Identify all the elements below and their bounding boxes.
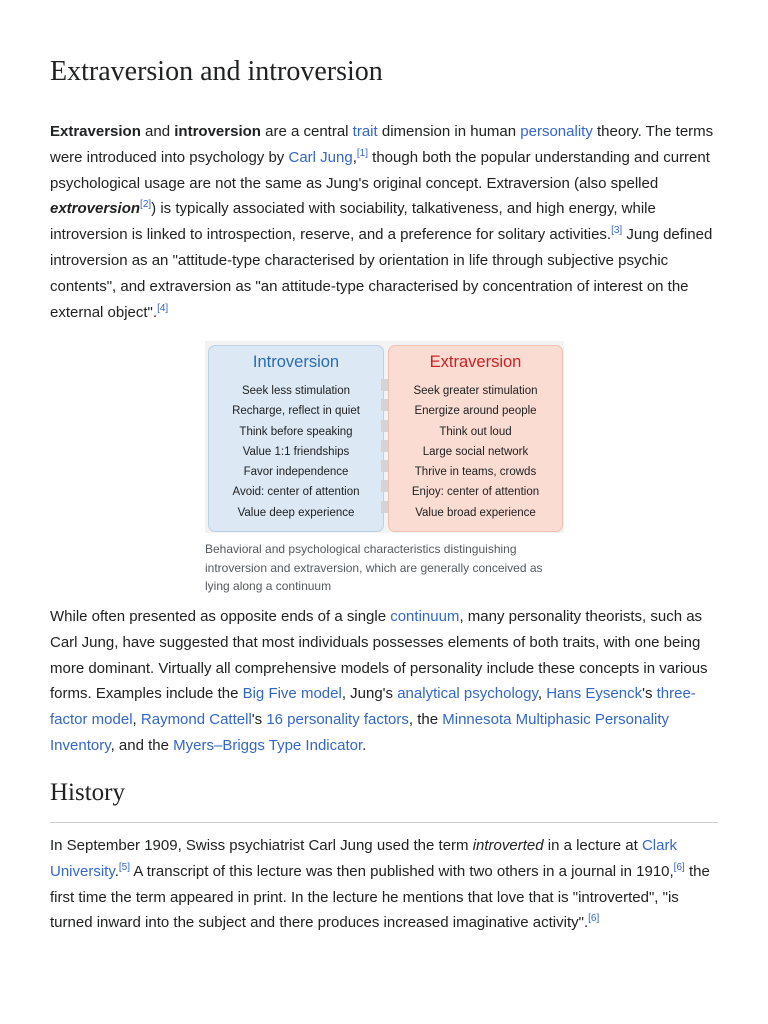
reference-3[interactable]: [611, 225, 622, 236]
ref-link[interactable]: [1]: [356, 147, 368, 159]
list-item: Enjoy: center of attention: [411, 486, 540, 499]
list-item: Think out loud: [439, 425, 512, 438]
term-extraversion: Extraversion: [50, 123, 141, 140]
reference-5[interactable]: [119, 862, 130, 873]
text: A transcript of this lecture was then published with two others in a journal in 1910,: [130, 862, 674, 880]
link-continuum[interactable]: continuum: [390, 608, 460, 625]
extraversion-column: [388, 345, 563, 532]
text: are a central: [260, 123, 353, 140]
list-item: Think before speaking: [239, 425, 353, 438]
link-mmpi[interactable]: Minnesota Multiphasic Personality Inventory: [50, 711, 670, 754]
link-analytical-psychology[interactable]: analytical psychology: [397, 685, 538, 703]
list-item: Value deep experience: [237, 506, 355, 519]
ref-link[interactable]: [2]: [140, 199, 152, 211]
list-item: Seek less stimulation: [241, 385, 351, 397]
list-item: Favor independence: [243, 466, 349, 479]
text: .: [114, 862, 119, 880]
text: ) is typically associated with sociability, talkativeness, and high energy, while introversion is linked to introspection, reserve, and a preference for solitary activities.: [50, 200, 656, 244]
list-item: Seek greater stimulation: [413, 385, 538, 397]
reference-2[interactable]: [140, 199, 151, 210]
link-hans-eysenck[interactable]: Hans Eysenck: [546, 685, 643, 703]
text: ,: [537, 685, 547, 703]
introversion-column: [208, 345, 384, 532]
reference-4[interactable]: [157, 303, 168, 314]
text: , many personality theorists, such as Carl Jung, have suggested that most individuals possesses elements of both traits, with one being more dominant. Virtually all comprehensive models of personality include these concepts in various forms. Examples include the: [50, 608, 708, 703]
text: ,: [132, 711, 141, 729]
list-item: Energize around people: [414, 405, 537, 418]
extraversion-title: Extraversion: [429, 353, 522, 371]
list-item: Recharge, reflect in quiet: [232, 405, 360, 418]
text: In September 1909, Swiss psychiatrist Carl Jung used the term: [50, 837, 473, 854]
text: the first time the term appeared in print. In the lecture he mentions that love that is "introverted", "is turned inward into the subject and there produces increased imaginative activity".: [50, 862, 710, 932]
list-item: Thrive in teams, crowds: [414, 466, 537, 479]
list-item: Value 1:1 friendships: [242, 445, 350, 458]
extraversion-list: [389, 381, 562, 523]
text: though both the popular understanding and current psychological usage are not the same as Jung's original concept. Extraversion (also spelled: [50, 148, 710, 192]
list-item: Value broad experience: [415, 506, 536, 519]
link-clark-university[interactable]: Clark University: [50, 837, 677, 880]
figure-caption: Behavioral and psychological characteristics distinguishing introversion and extraversion, which are generally conceived as lying along a continuum: [205, 542, 543, 593]
introversion-list: [209, 381, 383, 523]
text: in a lecture at: [543, 837, 642, 854]
text: .: [362, 736, 367, 754]
ref-link[interactable]: [3]: [611, 225, 623, 237]
ref-link[interactable]: [5]: [118, 861, 131, 873]
link-trait[interactable]: trait: [352, 123, 378, 140]
link-raymond-cattell[interactable]: Raymond Cattell: [140, 711, 252, 729]
text: ,: [352, 148, 357, 166]
link-personality[interactable]: personality: [520, 123, 593, 140]
text: 's: [251, 711, 267, 729]
list-item: Avoid: center of attention: [232, 486, 360, 499]
text: , the: [408, 711, 443, 729]
text: dimension in human: [377, 123, 521, 140]
text: , Jung's: [341, 685, 398, 703]
intro-paragraph: [50, 119, 722, 325]
link-carl-jung[interactable]: Carl Jung: [288, 148, 353, 166]
section-divider: [50, 822, 718, 823]
text: 's: [642, 685, 657, 703]
page-title: Extraversion and introversion: [50, 56, 383, 87]
link-three-factor-model[interactable]: three-factor model: [50, 685, 696, 729]
link-16-personality-factors[interactable]: 16 personality factors: [266, 711, 409, 729]
section-heading-history: History: [50, 779, 125, 806]
reference-6[interactable]: [588, 913, 599, 924]
list-item: Large social network: [422, 445, 529, 458]
ref-link[interactable]: [4]: [157, 302, 169, 314]
term-introversion: introversion: [174, 123, 261, 140]
text: Jung defined introversion as an "attitude-type characterised by orientation in life through subjective psychic contents", and extraversion as "an attitude-type characterised by concentration of interest on the external object".: [50, 226, 713, 321]
link-big-five[interactable]: Big Five model: [242, 685, 342, 703]
comparison-figure[interactable]: [205, 341, 564, 533]
ref-link[interactable]: [6]: [673, 861, 685, 873]
text: While often presented as opposite ends of a single: [50, 608, 391, 625]
link-mbti[interactable]: Myers–Briggs Type Indicator: [173, 736, 363, 754]
text: and: [140, 123, 175, 140]
continuum-paragraph: [50, 604, 722, 759]
term-extroversion: extroversion: [50, 200, 141, 218]
history-paragraph: [50, 833, 722, 936]
reference-6[interactable]: [674, 862, 685, 873]
text: , and the: [110, 736, 174, 754]
ref-link[interactable]: [6]: [588, 913, 600, 925]
reference-1[interactable]: [357, 148, 368, 159]
text: theory. The terms were introduced into psychology by: [50, 123, 714, 166]
term-introverted: introverted: [472, 837, 544, 854]
introversion-title: Introversion: [252, 353, 340, 371]
